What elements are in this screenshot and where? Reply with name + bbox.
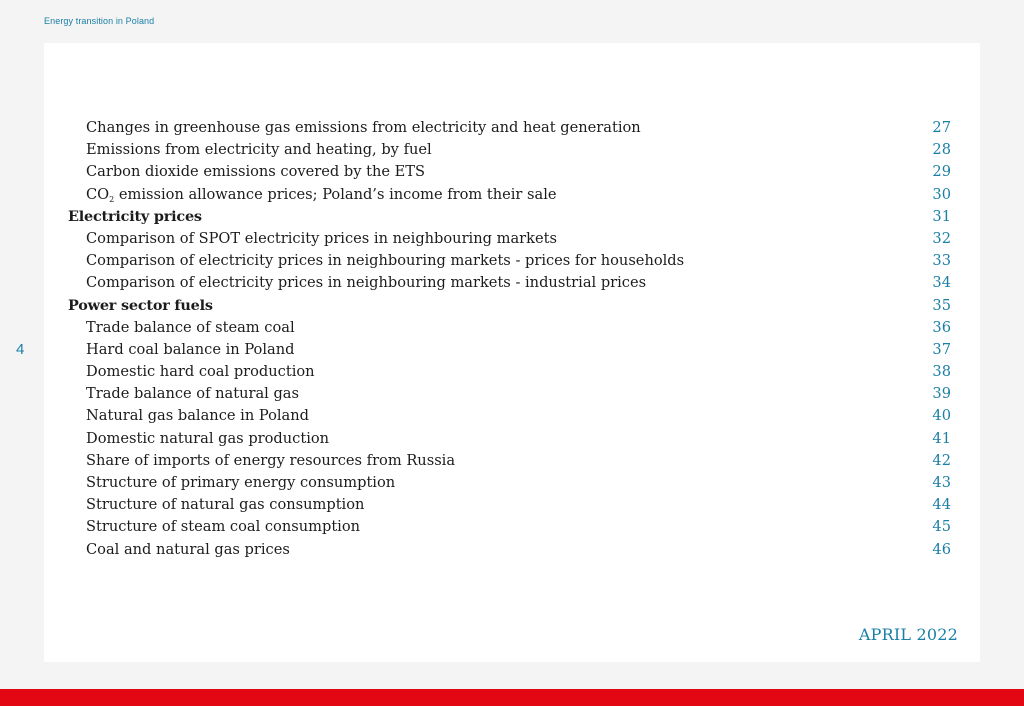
toc-entry[interactable] bbox=[68, 228, 953, 250]
toc-entry-title: Emissions from electricity and heating, by fuel bbox=[86, 141, 432, 159]
toc-entry-page: 37 bbox=[932, 340, 951, 358]
toc-section-title: Power sector fuels bbox=[68, 296, 213, 314]
page-number: 4 bbox=[16, 341, 25, 358]
toc-entry-page: 28 bbox=[932, 141, 951, 159]
toc-section[interactable] bbox=[68, 295, 953, 317]
running-header: Energy transition in Poland bbox=[44, 16, 155, 26]
toc-entry[interactable] bbox=[68, 383, 953, 405]
toc-entry[interactable] bbox=[68, 405, 953, 427]
toc-entry[interactable] bbox=[68, 161, 953, 183]
toc-entry-page: 33 bbox=[932, 252, 951, 270]
toc-entry-title: Comparison of SPOT electricity prices in neighbouring markets bbox=[86, 229, 557, 247]
toc-entry-title: Domestic hard coal production bbox=[86, 363, 315, 381]
toc-entry-title: Structure of natural gas consumption bbox=[86, 496, 365, 514]
publication-date: APRIL 2022 bbox=[858, 625, 958, 644]
toc-entry[interactable] bbox=[68, 450, 953, 472]
toc-entry-page: 29 bbox=[932, 163, 951, 181]
toc-entry-page: 34 bbox=[932, 274, 951, 292]
toc-entry-page: 43 bbox=[932, 474, 951, 491]
toc-entry-page: 39 bbox=[932, 385, 951, 403]
toc-entry-title: Changes in greenhouse gas emissions from electricity and heat generation bbox=[86, 119, 641, 136]
toc-entry-title: Comparison of electricity prices in neighbouring markets - prices for households bbox=[86, 252, 685, 270]
toc-entry-page: 36 bbox=[932, 318, 951, 336]
toc-entry[interactable] bbox=[68, 139, 953, 161]
toc-entry[interactable] bbox=[68, 539, 953, 561]
footer-accent-bar bbox=[0, 689, 1024, 706]
toc-entry[interactable] bbox=[68, 428, 953, 450]
toc-entry[interactable] bbox=[68, 516, 953, 538]
table-of-contents bbox=[68, 117, 953, 561]
toc-section-page: 31 bbox=[932, 207, 951, 225]
toc-entry-page: 45 bbox=[932, 518, 951, 536]
toc-entry-title: Carbon dioxide emissions covered by the ETS bbox=[86, 163, 426, 181]
toc-entry[interactable] bbox=[68, 184, 953, 206]
toc-entry-page: 40 bbox=[932, 407, 951, 425]
toc-entry-page: 32 bbox=[932, 229, 951, 247]
toc-entry[interactable] bbox=[68, 272, 953, 294]
toc-entry-title-rest: emission allowance prices; Poland’s income from their sale bbox=[114, 185, 557, 203]
toc-entry[interactable] bbox=[68, 317, 953, 339]
toc-entry[interactable] bbox=[68, 250, 953, 272]
toc-entry-title: Structure of primary energy consumption bbox=[86, 474, 396, 491]
content-panel bbox=[44, 43, 980, 662]
toc-entry[interactable] bbox=[68, 361, 953, 383]
toc-entry-title: Structure of steam coal consumption bbox=[86, 518, 361, 536]
toc-entry-title: Domestic natural gas production bbox=[86, 429, 330, 447]
toc-entry-title: Trade balance of steam coal bbox=[86, 318, 295, 336]
toc-section-title: Electricity prices bbox=[68, 207, 202, 225]
toc-entry-page: 30 bbox=[932, 185, 951, 203]
toc-entry-title: Trade balance of natural gas bbox=[86, 385, 299, 403]
toc-entry-title-chem-formula: CO bbox=[86, 185, 110, 203]
toc-entry-title: Hard coal balance in Poland bbox=[86, 340, 295, 358]
toc-section[interactable] bbox=[68, 206, 953, 228]
toc-entry-page: 42 bbox=[932, 451, 951, 469]
toc-entry-page: 44 bbox=[932, 496, 951, 514]
toc-entry[interactable] bbox=[68, 472, 953, 494]
toc-section-page: 35 bbox=[932, 296, 951, 314]
toc-entry-page: 27 bbox=[932, 119, 951, 136]
toc-entry-page: 41 bbox=[932, 429, 951, 447]
toc-entry-title: Natural gas balance in Poland bbox=[86, 407, 309, 425]
toc-entry-title: Share of imports of energy resources from Russia bbox=[86, 451, 456, 469]
toc-entry-title: Coal and natural gas prices bbox=[86, 540, 290, 558]
toc-entry-title-subscript: 2 bbox=[109, 194, 115, 204]
toc-entry-title: Comparison of electricity prices in neighbouring markets - industrial prices bbox=[86, 274, 647, 292]
toc-entry[interactable] bbox=[68, 339, 953, 361]
toc-entry[interactable] bbox=[68, 494, 953, 516]
toc-entry-page: 38 bbox=[932, 363, 951, 381]
toc-entry-title bbox=[68, 186, 557, 203]
toc-entry[interactable] bbox=[68, 117, 953, 139]
toc-entry-page: 46 bbox=[932, 540, 951, 558]
